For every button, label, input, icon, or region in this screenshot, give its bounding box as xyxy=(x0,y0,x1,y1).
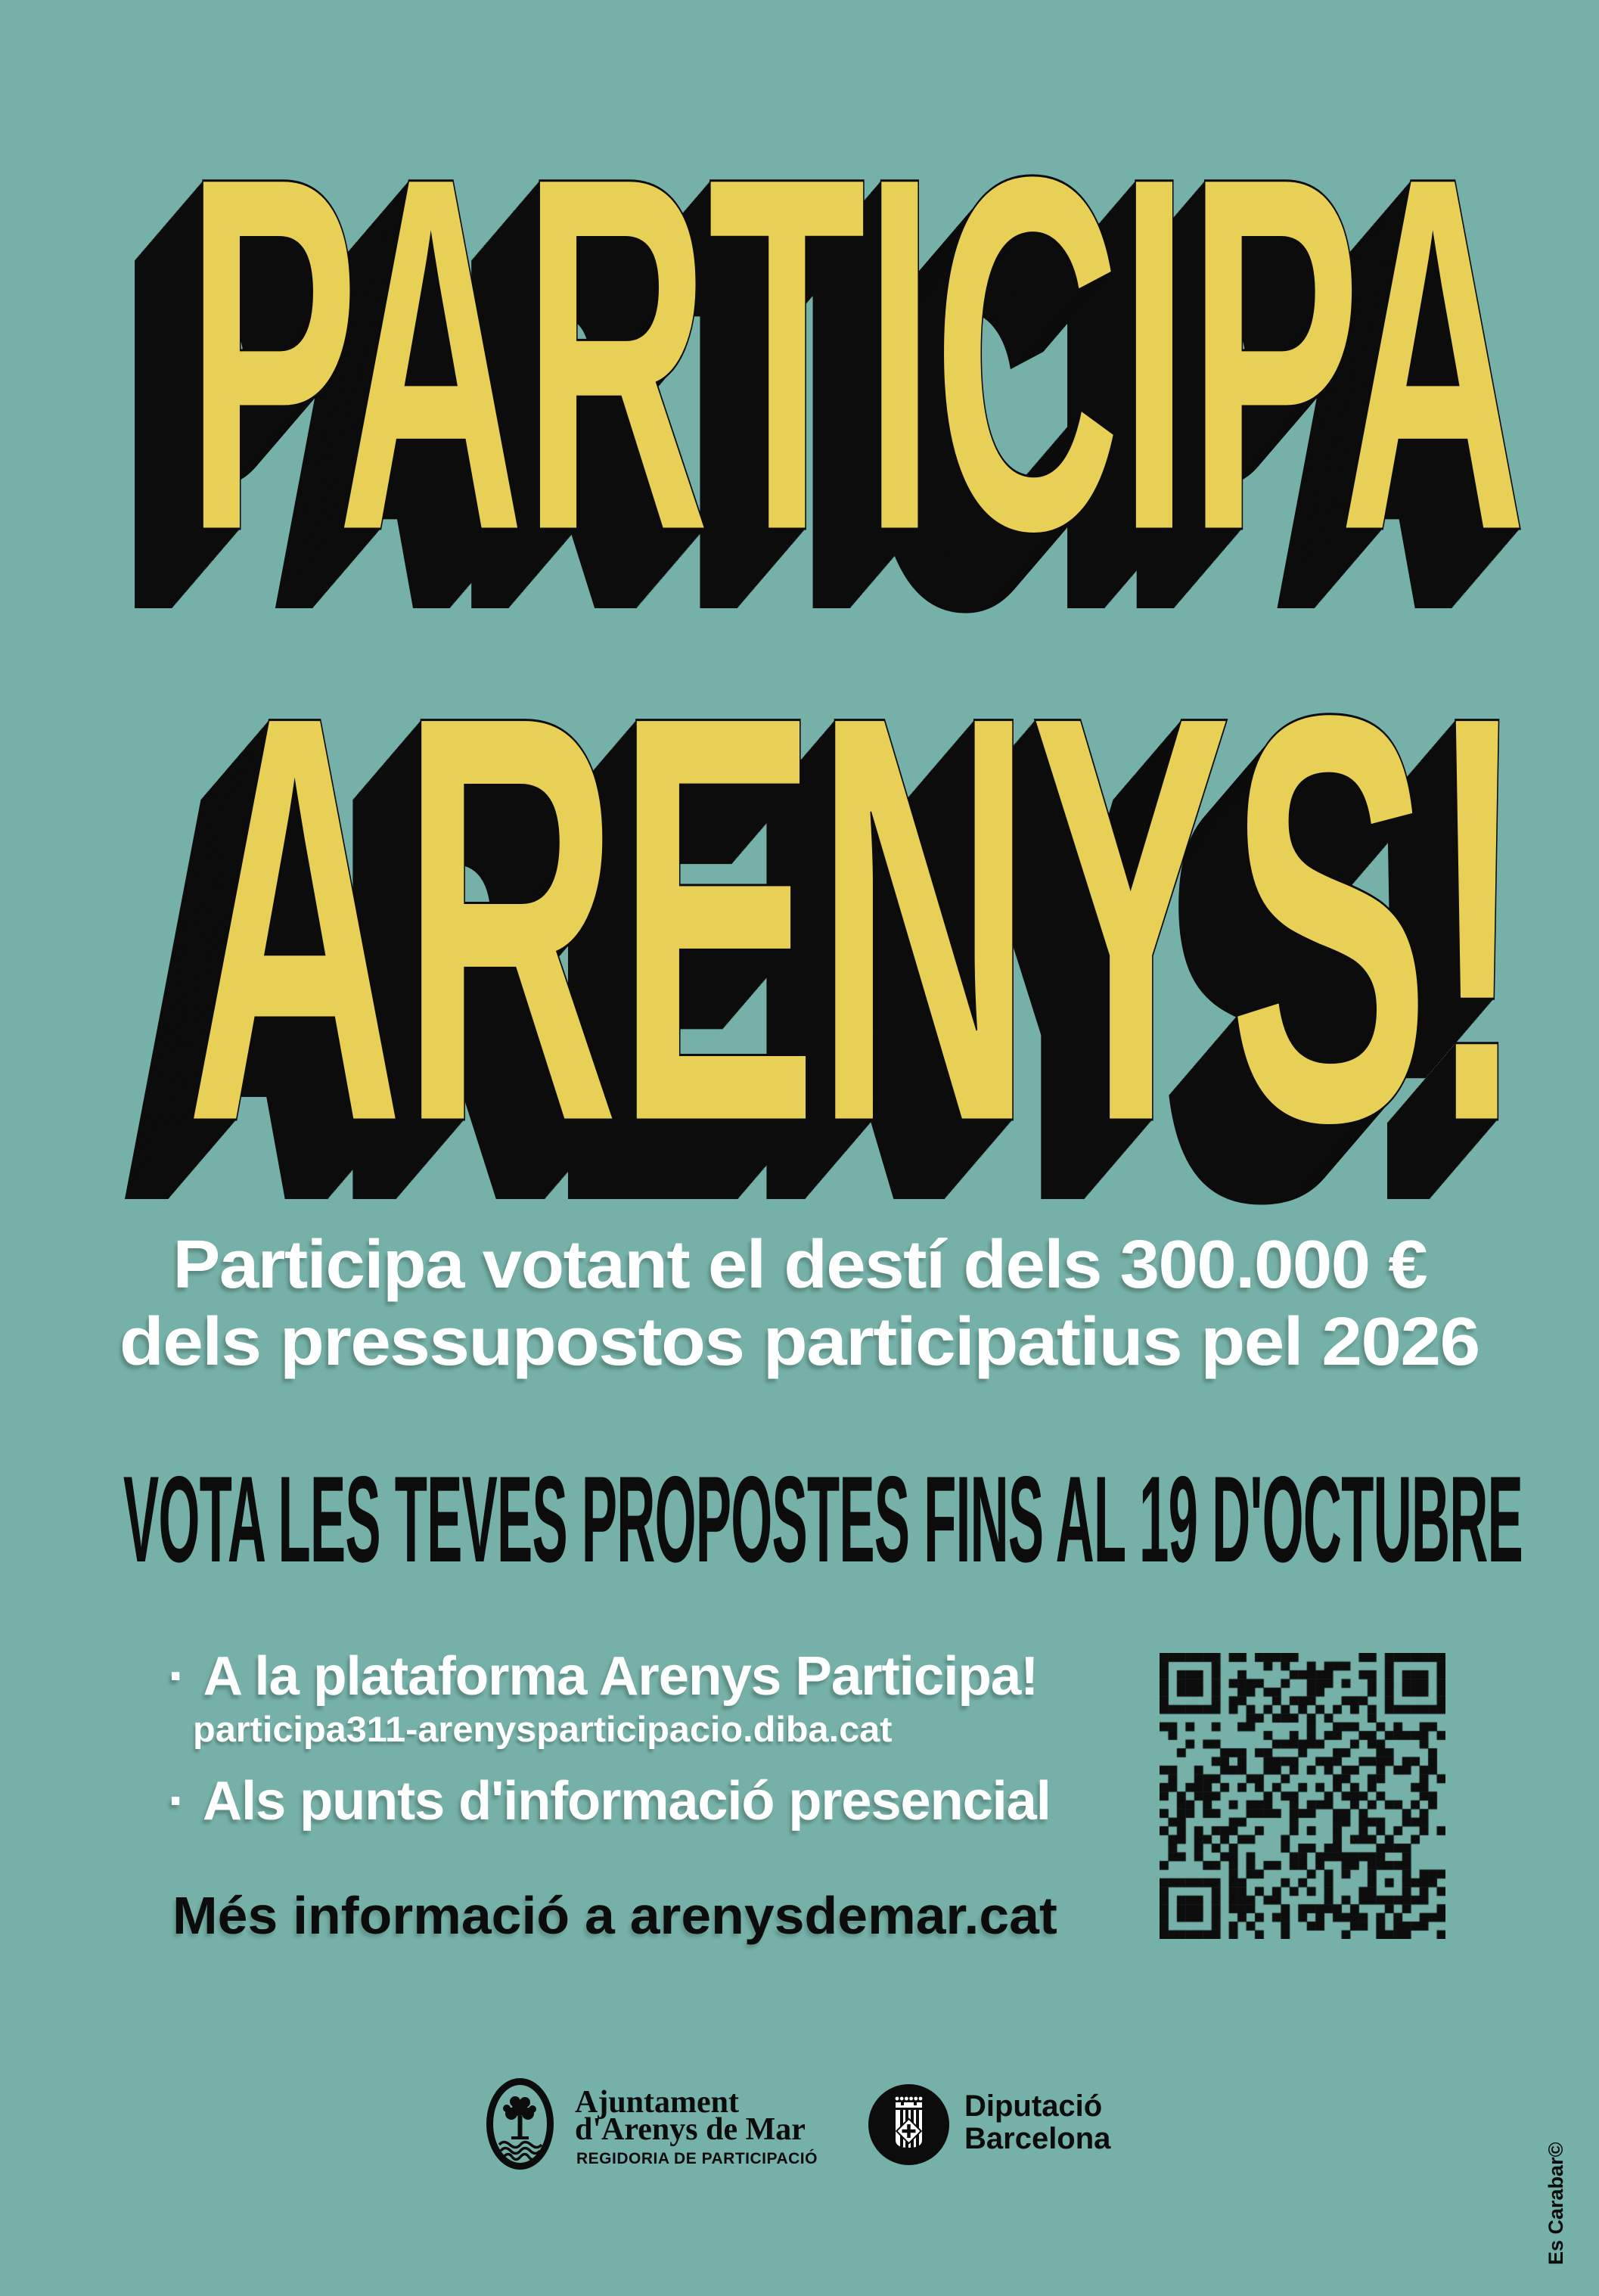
poster-title-line1 xyxy=(185,70,1599,636)
ajuntament-wordmark xyxy=(575,2085,806,2147)
subtitle-line1-text: Participa votant el destí dels 300.000 € xyxy=(172,1227,1427,1303)
ajuntament-seal-icon xyxy=(486,2078,554,2170)
more-info xyxy=(172,1886,1057,1945)
subtitle-line2-text: dels pressupostos participatius pel 2026 xyxy=(120,1304,1479,1380)
bullet-marker: · xyxy=(168,1771,185,1832)
ajuntament-line2: d'Arenys de Mar xyxy=(575,2112,806,2147)
diputacio-line2: Barcelona xyxy=(964,2122,1111,2155)
bullet-platform-label: A la plataforma Arenys Participa! xyxy=(203,1646,1039,1707)
bullet-info-points-label: Als punts d'informació presencial xyxy=(203,1771,1051,1832)
poster-title-line2 xyxy=(185,594,1599,1243)
diputacio-wordmark xyxy=(964,2090,1110,2155)
diputacio-logo-icon xyxy=(868,2084,949,2165)
poster-title-line1-text: PARTICIPA xyxy=(185,70,1524,636)
poster-title-line2-text: ARENYS! xyxy=(185,594,1524,1243)
more-info-text: Més informació a arenysdemar.cat xyxy=(172,1886,1057,1945)
subtitle-line1 xyxy=(0,1227,1599,1303)
diputacio-line1: Diputació xyxy=(964,2089,1103,2123)
studio-credit: Es Carabar© xyxy=(1545,2142,1567,2265)
bullet-platform xyxy=(168,1646,1039,1707)
subtitle-line2 xyxy=(0,1304,1599,1380)
qr-code-icon xyxy=(1160,1653,1445,1939)
deadline-heading-text: VOTA LES TEVES PROPOSTES FINS AL 19 D'OCTUBRE xyxy=(123,1451,1523,1588)
bullet-info-points xyxy=(168,1771,1051,1832)
platform-url-text: participa311-arenysparticipacio.diba.cat xyxy=(193,1709,893,1749)
bullet-marker: · xyxy=(168,1646,186,1707)
platform-url xyxy=(193,1709,893,1749)
deadline-heading xyxy=(123,1451,1599,1588)
ajuntament-line1: Ajuntament xyxy=(575,2085,739,2120)
ajuntament-subcaption: REGIDORIA DE PARTICIPACIÓ xyxy=(576,2150,818,2167)
